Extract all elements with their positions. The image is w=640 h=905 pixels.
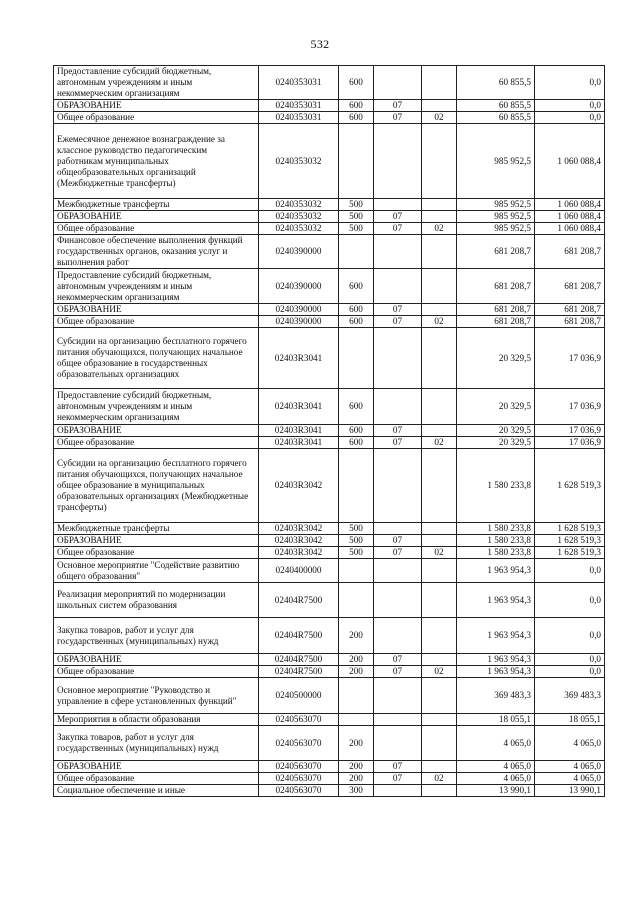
cell-target-code: 02404R7500 — [259, 618, 339, 654]
table-row — [54, 449, 605, 523]
cell-subsection — [422, 654, 457, 666]
cell-amount-1: 985 952,5 — [457, 124, 535, 199]
cell-name: ОБРАЗОВАНИЕ — [54, 100, 259, 112]
cell-target-code: 02403R3042 — [259, 547, 339, 559]
cell-subsection — [422, 583, 457, 618]
table-row — [54, 199, 605, 211]
table-row — [54, 666, 605, 678]
cell-name: Закупка товаров, работ и услуг для государственных (муниципальных) нужд — [54, 726, 259, 761]
cell-expense-type: 500 — [339, 523, 374, 535]
cell-name: ОБРАЗОВАНИЕ — [54, 211, 259, 223]
cell-target-code: 0240563070 — [259, 785, 339, 797]
cell-amount-1: 1 580 233,8 — [457, 547, 535, 559]
cell-section — [374, 449, 422, 523]
cell-target-code: 0240390000 — [259, 235, 339, 269]
cell-amount-2: 17 036,9 — [535, 437, 605, 449]
cell-expense-type: 200 — [339, 654, 374, 666]
cell-name: Предоставление субсидий бюджетным, автономным учреждениям и иным некоммерческим организациям — [54, 389, 259, 425]
cell-target-code: 02403R3041 — [259, 389, 339, 425]
cell-section: 07 — [374, 316, 422, 328]
cell-expense-type — [339, 714, 374, 726]
cell-expense-type: 600 — [339, 66, 374, 100]
cell-target-code: 0240353031 — [259, 100, 339, 112]
budget-table-body — [54, 66, 605, 797]
cell-amount-1: 681 208,7 — [457, 269, 535, 304]
cell-target-code: 02403R3041 — [259, 328, 339, 389]
cell-section: 07 — [374, 304, 422, 316]
cell-target-code: 0240400000 — [259, 559, 339, 583]
cell-section — [374, 199, 422, 211]
cell-amount-1: 4 065,0 — [457, 773, 535, 785]
cell-subsection — [422, 269, 457, 304]
cell-amount-1: 60 855,5 — [457, 66, 535, 100]
cell-name: Субсидии на организацию бесплатного горячего питания обучающихся, получающих начальное общее образование в муниципальных образовательных организациях (Межбюджетные трансферты) — [54, 449, 259, 523]
cell-amount-1: 1 580 233,8 — [457, 535, 535, 547]
cell-name: Общее образование — [54, 316, 259, 328]
cell-expense-type: 200 — [339, 618, 374, 654]
cell-name: Финансовое обеспечение выполнения функций государственных органов, оказания услуг и выполнения работ — [54, 235, 259, 269]
cell-amount-1: 985 952,5 — [457, 211, 535, 223]
cell-target-code: 02403R3041 — [259, 425, 339, 437]
table-row — [54, 112, 605, 124]
cell-section: 07 — [374, 223, 422, 235]
cell-subsection — [422, 449, 457, 523]
cell-section — [374, 235, 422, 269]
cell-amount-2: 0,0 — [535, 666, 605, 678]
cell-section — [374, 124, 422, 199]
cell-target-code: 0240353032 — [259, 199, 339, 211]
table-row — [54, 316, 605, 328]
cell-section: 07 — [374, 100, 422, 112]
cell-subsection: 02 — [422, 773, 457, 785]
cell-name: ОБРАЗОВАНИЕ — [54, 304, 259, 316]
cell-amount-2: 1 628 519,3 — [535, 535, 605, 547]
table-row — [54, 437, 605, 449]
cell-amount-1: 681 208,7 — [457, 316, 535, 328]
cell-section: 07 — [374, 773, 422, 785]
cell-subsection — [422, 714, 457, 726]
cell-section — [374, 678, 422, 714]
table-row — [54, 773, 605, 785]
cell-amount-1: 1 963 954,3 — [457, 583, 535, 618]
cell-amount-2: 17 036,9 — [535, 328, 605, 389]
cell-expense-type: 500 — [339, 199, 374, 211]
table-row — [54, 66, 605, 100]
table-row — [54, 785, 605, 797]
cell-name: Общее образование — [54, 223, 259, 235]
cell-section — [374, 269, 422, 304]
cell-amount-2: 0,0 — [535, 66, 605, 100]
cell-amount-2: 17 036,9 — [535, 389, 605, 425]
cell-subsection — [422, 328, 457, 389]
cell-amount-1: 13 990,1 — [457, 785, 535, 797]
cell-target-code: 0240353032 — [259, 223, 339, 235]
cell-subsection: 02 — [422, 437, 457, 449]
cell-section: 07 — [374, 761, 422, 773]
cell-amount-2: 681 208,7 — [535, 235, 605, 269]
table-row — [54, 304, 605, 316]
cell-subsection — [422, 199, 457, 211]
cell-expense-type: 300 — [339, 785, 374, 797]
cell-subsection — [422, 535, 457, 547]
table-row — [54, 654, 605, 666]
cell-expense-type: 200 — [339, 666, 374, 678]
cell-amount-1: 20 329,5 — [457, 425, 535, 437]
cell-section — [374, 726, 422, 761]
cell-amount-1: 369 483,3 — [457, 678, 535, 714]
cell-section — [374, 785, 422, 797]
table-row — [54, 559, 605, 583]
cell-subsection — [422, 559, 457, 583]
cell-amount-1: 1 963 954,3 — [457, 666, 535, 678]
cell-subsection — [422, 785, 457, 797]
table-row — [54, 535, 605, 547]
cell-name: ОБРАЗОВАНИЕ — [54, 425, 259, 437]
cell-section: 07 — [374, 547, 422, 559]
cell-subsection — [422, 761, 457, 773]
cell-section: 07 — [374, 437, 422, 449]
cell-target-code: 02403R3041 — [259, 437, 339, 449]
cell-amount-2: 369 483,3 — [535, 678, 605, 714]
cell-subsection — [422, 235, 457, 269]
cell-amount-2: 0,0 — [535, 654, 605, 666]
table-row — [54, 618, 605, 654]
cell-name: ОБРАЗОВАНИЕ — [54, 761, 259, 773]
cell-amount-1: 985 952,5 — [457, 223, 535, 235]
cell-amount-1: 20 329,5 — [457, 389, 535, 425]
cell-section — [374, 714, 422, 726]
cell-target-code: 0240563070 — [259, 773, 339, 785]
cell-name: Общее образование — [54, 547, 259, 559]
table-row — [54, 714, 605, 726]
table-row — [54, 235, 605, 269]
cell-expense-type — [339, 449, 374, 523]
cell-amount-2: 17 036,9 — [535, 425, 605, 437]
cell-section: 07 — [374, 112, 422, 124]
cell-target-code: 0240353032 — [259, 124, 339, 199]
cell-expense-type: 600 — [339, 389, 374, 425]
table-row — [54, 761, 605, 773]
cell-subsection — [422, 389, 457, 425]
cell-subsection — [422, 211, 457, 223]
cell-subsection: 02 — [422, 316, 457, 328]
table-row — [54, 223, 605, 235]
cell-section — [374, 523, 422, 535]
cell-name: ОБРАЗОВАНИЕ — [54, 654, 259, 666]
cell-section: 07 — [374, 666, 422, 678]
cell-amount-2: 681 208,7 — [535, 269, 605, 304]
cell-amount-2: 4 065,0 — [535, 761, 605, 773]
table-row — [54, 425, 605, 437]
cell-expense-type — [339, 559, 374, 583]
table-row — [54, 124, 605, 199]
cell-target-code: 0240563070 — [259, 726, 339, 761]
cell-target-code: 02403R3042 — [259, 523, 339, 535]
table-row — [54, 726, 605, 761]
cell-amount-1: 20 329,5 — [457, 328, 535, 389]
cell-name: Предоставление субсидий бюджетным, автономным учреждениям и иным некоммерческим организациям — [54, 269, 259, 304]
cell-name: ОБРАЗОВАНИЕ — [54, 535, 259, 547]
cell-amount-1: 681 208,7 — [457, 304, 535, 316]
cell-subsection: 02 — [422, 666, 457, 678]
cell-amount-2: 0,0 — [535, 100, 605, 112]
table-row — [54, 547, 605, 559]
cell-name: Субсидии на организацию бесплатного горячего питания обучающихся, получающих начальное общее образование в государственных образовательных организациях — [54, 328, 259, 389]
table-row — [54, 328, 605, 389]
cell-subsection — [422, 678, 457, 714]
cell-name: Общее образование — [54, 112, 259, 124]
cell-subsection — [422, 726, 457, 761]
cell-section — [374, 389, 422, 425]
cell-name: Ежемесячное денежное вознаграждение за классное руководство педагогическим работникам муниципальных общеобразовательных организаций (Межбюджетные трансферты) — [54, 124, 259, 199]
cell-amount-2: 0,0 — [535, 112, 605, 124]
cell-amount-1: 1 963 954,3 — [457, 618, 535, 654]
cell-target-code: 0240353031 — [259, 66, 339, 100]
page-number: 532 — [310, 37, 330, 51]
cell-amount-2: 1 060 088,4 — [535, 211, 605, 223]
cell-amount-2: 0,0 — [535, 618, 605, 654]
cell-amount-2: 18 055,1 — [535, 714, 605, 726]
cell-expense-type: 600 — [339, 437, 374, 449]
cell-amount-2: 1 628 519,3 — [535, 523, 605, 535]
budget-table — [53, 65, 605, 797]
cell-target-code: 0240390000 — [259, 269, 339, 304]
cell-amount-1: 1 580 233,8 — [457, 523, 535, 535]
cell-amount-2: 681 208,7 — [535, 316, 605, 328]
cell-expense-type: 600 — [339, 316, 374, 328]
cell-subsection: 02 — [422, 112, 457, 124]
cell-expense-type: 600 — [339, 425, 374, 437]
cell-target-code: 0240500000 — [259, 678, 339, 714]
cell-expense-type — [339, 583, 374, 618]
cell-name: Основное мероприятие "Содействие развитию общего образования" — [54, 559, 259, 583]
cell-target-code: 0240390000 — [259, 304, 339, 316]
cell-section — [374, 66, 422, 100]
table-row — [54, 523, 605, 535]
cell-section: 07 — [374, 654, 422, 666]
cell-subsection — [422, 523, 457, 535]
cell-target-code: 02403R3042 — [259, 449, 339, 523]
cell-target-code: 02404R7500 — [259, 654, 339, 666]
cell-subsection: 02 — [422, 547, 457, 559]
cell-amount-2: 4 065,0 — [535, 726, 605, 761]
cell-expense-type: 500 — [339, 535, 374, 547]
cell-section: 07 — [374, 535, 422, 547]
cell-section — [374, 559, 422, 583]
cell-amount-2: 4 065,0 — [535, 773, 605, 785]
cell-section — [374, 328, 422, 389]
cell-amount-1: 60 855,5 — [457, 112, 535, 124]
cell-section — [374, 618, 422, 654]
cell-subsection — [422, 100, 457, 112]
cell-subsection: 02 — [422, 223, 457, 235]
cell-amount-1: 1 963 954,3 — [457, 559, 535, 583]
cell-expense-type: 500 — [339, 211, 374, 223]
cell-amount-2: 1 060 088,4 — [535, 199, 605, 211]
cell-amount-1: 681 208,7 — [457, 235, 535, 269]
cell-amount-2: 681 208,7 — [535, 304, 605, 316]
cell-target-code: 0240563070 — [259, 761, 339, 773]
cell-name: Закупка товаров, работ и услуг для государственных (муниципальных) нужд — [54, 618, 259, 654]
cell-name: Предоставление субсидий бюджетным, автономным учреждениям и иным некоммерческим организациям — [54, 66, 259, 100]
cell-section — [374, 583, 422, 618]
cell-name: Общее образование — [54, 437, 259, 449]
cell-amount-2: 1 060 088,4 — [535, 223, 605, 235]
cell-expense-type: 200 — [339, 726, 374, 761]
cell-amount-1: 4 065,0 — [457, 726, 535, 761]
cell-expense-type: 600 — [339, 269, 374, 304]
cell-expense-type: 200 — [339, 773, 374, 785]
cell-name: Социальное обеспечение и иные — [54, 785, 259, 797]
cell-name: Реализация мероприятий по модернизации школьных систем образования — [54, 583, 259, 618]
cell-amount-2: 1 628 519,3 — [535, 449, 605, 523]
cell-name: Общее образование — [54, 773, 259, 785]
cell-target-code: 0240390000 — [259, 316, 339, 328]
cell-amount-1: 20 329,5 — [457, 437, 535, 449]
table-row — [54, 678, 605, 714]
cell-subsection — [422, 618, 457, 654]
cell-target-code: 02404R7500 — [259, 666, 339, 678]
cell-target-code: 0240353031 — [259, 112, 339, 124]
cell-amount-1: 4 065,0 — [457, 761, 535, 773]
cell-target-code: 0240353032 — [259, 211, 339, 223]
cell-name: Общее образование — [54, 666, 259, 678]
cell-expense-type: 600 — [339, 100, 374, 112]
cell-subsection — [422, 304, 457, 316]
cell-subsection — [422, 66, 457, 100]
cell-amount-1: 60 855,5 — [457, 100, 535, 112]
cell-amount-2: 1 628 519,3 — [535, 547, 605, 559]
table-row — [54, 100, 605, 112]
cell-subsection — [422, 124, 457, 199]
cell-amount-2: 13 990,1 — [535, 785, 605, 797]
cell-name: Межбюджетные трансферты — [54, 523, 259, 535]
table-row — [54, 269, 605, 304]
cell-section: 07 — [374, 425, 422, 437]
cell-expense-type — [339, 235, 374, 269]
cell-amount-2: 1 060 088,4 — [535, 124, 605, 199]
cell-amount-1: 18 055,1 — [457, 714, 535, 726]
table-row — [54, 583, 605, 618]
cell-target-code: 0240563070 — [259, 714, 339, 726]
cell-expense-type: 600 — [339, 112, 374, 124]
cell-name: Межбюджетные трансферты — [54, 199, 259, 211]
cell-expense-type: 500 — [339, 223, 374, 235]
cell-expense-type — [339, 678, 374, 714]
cell-target-code: 02403R3042 — [259, 535, 339, 547]
cell-amount-2: 0,0 — [535, 583, 605, 618]
cell-expense-type: 200 — [339, 761, 374, 773]
cell-amount-1: 1 963 954,3 — [457, 654, 535, 666]
cell-amount-1: 1 580 233,8 — [457, 449, 535, 523]
cell-section: 07 — [374, 211, 422, 223]
cell-amount-2: 0,0 — [535, 559, 605, 583]
cell-expense-type: 600 — [339, 304, 374, 316]
table-row — [54, 389, 605, 425]
cell-name: Мероприятия в области образования — [54, 714, 259, 726]
cell-expense-type — [339, 124, 374, 199]
table-row — [54, 211, 605, 223]
cell-target-code: 02404R7500 — [259, 583, 339, 618]
cell-name: Основное мероприятие "Руководство и управление в сфере установленных функций" — [54, 678, 259, 714]
cell-expense-type: 500 — [339, 547, 374, 559]
cell-expense-type — [339, 328, 374, 389]
cell-amount-1: 985 952,5 — [457, 199, 535, 211]
cell-subsection — [422, 425, 457, 437]
